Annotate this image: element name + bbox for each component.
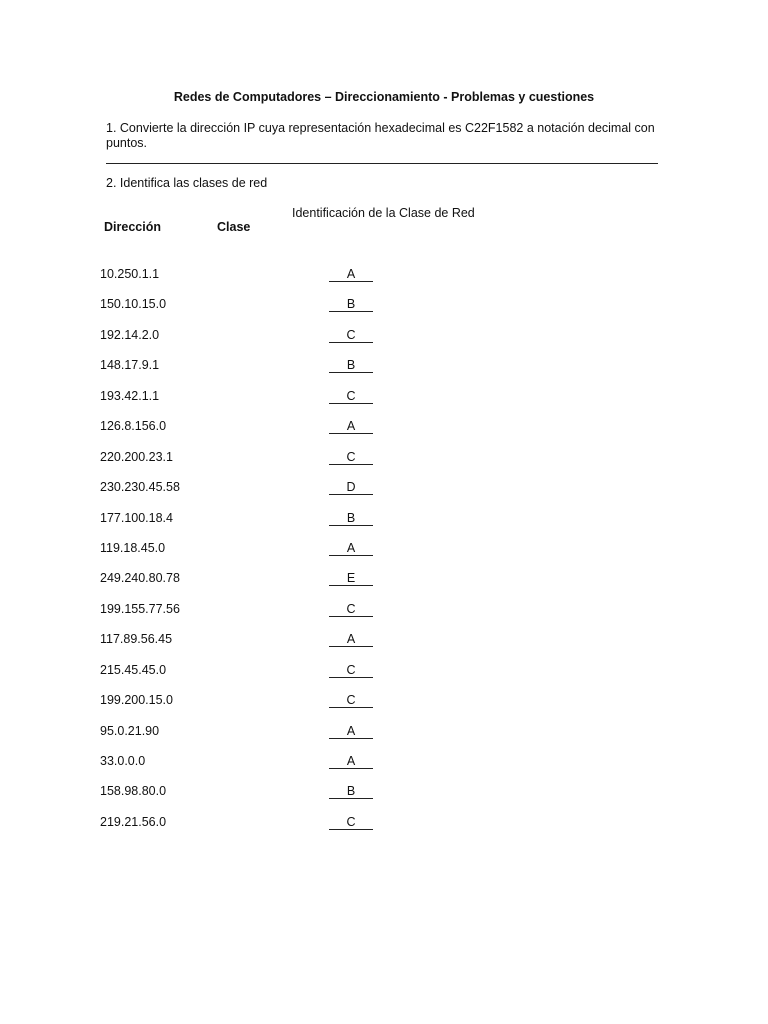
class-answer: C — [326, 663, 376, 677]
class-answer: A — [326, 541, 376, 555]
question-1: 1. Convierte la dirección IP cuya representación hexadecimal es C22F1582 a notación decimal con puntos. — [106, 121, 655, 150]
table-row — [0, 386, 768, 416]
header-class: Clase — [217, 220, 251, 234]
ip-address: 33.0.0.0 — [100, 754, 146, 768]
class-answer: E — [326, 571, 376, 585]
address-class-list — [0, 264, 768, 842]
ip-address: 150.10.15.0 — [100, 297, 167, 312]
table-row — [0, 751, 768, 781]
answer-line — [106, 163, 658, 164]
header-address: Dirección — [104, 220, 161, 234]
class-answer: A — [326, 419, 376, 433]
class-answer: A — [326, 724, 376, 738]
class-answer: C — [326, 602, 376, 616]
table-row — [0, 660, 768, 690]
table-row — [0, 325, 768, 355]
question-2: 2. Identifica las clases de red — [106, 176, 268, 190]
class-answer: D — [326, 480, 376, 494]
ip-address: 220.200.23.1 — [100, 449, 173, 464]
ip-address: 230.230.45.58 — [100, 480, 180, 495]
ip-address: 148.17.9.1 — [100, 358, 160, 373]
table-row — [0, 568, 768, 598]
class-answer: A — [326, 754, 376, 768]
table-row — [0, 416, 768, 446]
class-answer: B — [326, 511, 376, 525]
ip-address: 119.18.45.0 — [100, 540, 166, 555]
ip-address: 199.200.15.0 — [100, 693, 173, 708]
document-title: Redes de Computadores – Direccionamiento - Problemas y cuestiones — [173, 90, 595, 104]
ip-address: 193.42.1.1 — [100, 388, 160, 403]
ip-address: 192.14.2.0 — [100, 327, 160, 342]
class-answer: B — [326, 297, 376, 311]
ip-address: 126.8.156.0 — [100, 419, 167, 434]
table-row — [0, 599, 768, 629]
table-row — [0, 447, 768, 477]
ip-address: 177.100.18.4 — [100, 510, 173, 525]
ip-address: 10.250.1.1 — [100, 267, 160, 281]
ip-address: 199.155.77.56 — [100, 601, 180, 616]
table-row — [0, 264, 768, 294]
table-row — [0, 690, 768, 720]
class-answer: B — [326, 784, 376, 798]
class-answer: C — [326, 389, 376, 403]
class-answer: A — [326, 267, 376, 281]
class-answer: C — [326, 328, 376, 342]
table-row — [0, 629, 768, 659]
table-row — [0, 477, 768, 507]
class-answer: C — [326, 693, 376, 707]
table-caption: Identificación de la Clase de Red — [292, 206, 475, 220]
ip-address: 117.89.56.45 — [100, 632, 173, 647]
class-answer: B — [326, 358, 376, 372]
table-row — [0, 812, 768, 842]
ip-address: 219.21.56.0 — [100, 814, 167, 829]
ip-address: 95.0.21.90 — [100, 723, 160, 738]
ip-address: 249.240.80.78 — [100, 571, 180, 586]
table-row — [0, 355, 768, 385]
table-row — [0, 781, 768, 811]
table-row — [0, 721, 768, 751]
class-answer: A — [326, 632, 376, 646]
table-row — [0, 294, 768, 324]
table-row — [0, 538, 768, 568]
class-answer: C — [326, 450, 376, 464]
table-row — [0, 508, 768, 538]
class-answer: C — [326, 815, 376, 829]
ip-address: 215.45.45.0 — [100, 662, 167, 677]
ip-address: 158.98.80.0 — [100, 784, 167, 799]
